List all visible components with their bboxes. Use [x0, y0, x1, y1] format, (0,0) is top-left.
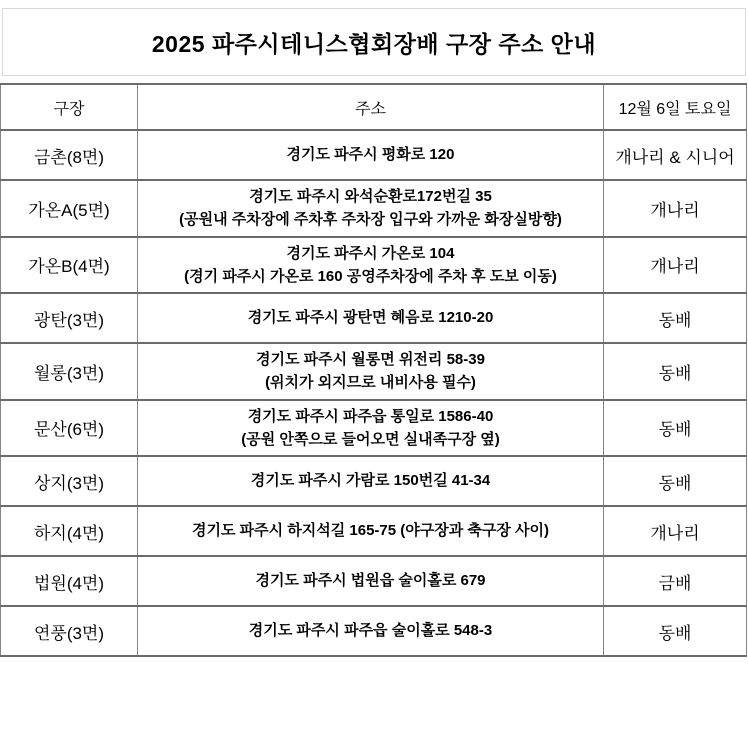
- table-row: [1, 130, 747, 180]
- table-row: [1, 180, 747, 237]
- assignment-cell: 금배: [604, 556, 747, 606]
- address-line: (경기 파주시 가온로 160 공영주차장에 주차 후 도보 이동): [184, 267, 557, 285]
- table-row: [1, 293, 747, 343]
- address-line: 경기도 파주시 가온로 104: [286, 244, 455, 262]
- court-cell: 상지(3면): [1, 456, 138, 506]
- assignment-cell: 개나리 & 시니어: [604, 130, 747, 180]
- address-line: 경기도 파주시 가람로 150번길 41-34: [250, 472, 491, 490]
- header-court-label: 구장: [1, 84, 138, 130]
- table-row: [1, 456, 747, 506]
- court-cell: 가온A(5면): [1, 180, 138, 237]
- address-line: (공원 안쪽으로 들어오면 실내족구장 옆): [241, 430, 500, 448]
- address-line: 경기도 파주시 법원읍 술이홀로 679: [255, 572, 486, 590]
- header-address-label: 주소: [138, 84, 604, 130]
- address-cell: [138, 130, 604, 180]
- address-cell: [138, 237, 604, 294]
- address-line: 경기도 파주시 평화로 120: [286, 146, 455, 164]
- address-cell: [138, 400, 604, 457]
- court-cell: 광탄(3면): [1, 293, 138, 343]
- court-cell: 가온B(4면): [1, 237, 138, 294]
- assignment-cell: 동배: [604, 606, 747, 656]
- title-box: [2, 8, 746, 76]
- address-cell: [138, 180, 604, 237]
- court-cell: 문산(6면): [1, 400, 138, 457]
- address-line: 경기도 파주시 파주읍 술이홀로 548-3: [248, 622, 493, 640]
- address-line: 경기도 파주시 광탄면 혜음로 1210-20: [247, 309, 494, 327]
- court-cell: 법원(4면): [1, 556, 138, 606]
- court-cell: 하지(4면): [1, 506, 138, 556]
- assignment-cell: 개나리: [604, 180, 747, 237]
- courts-table: [0, 83, 747, 657]
- court-cell: 금촌(8면): [1, 130, 138, 180]
- address-cell: [138, 293, 604, 343]
- assignment-cell: 동배: [604, 343, 747, 400]
- court-cell: 연풍(3면): [1, 606, 138, 656]
- table-row: [1, 343, 747, 400]
- page-title: 2025 파주시테니스협회장배 구장 주소 안내: [151, 30, 597, 57]
- court-cell: 월롱(3면): [1, 343, 138, 400]
- address-line: (위치가 외지므로 내비사용 필수): [265, 374, 476, 392]
- table-row: [1, 506, 747, 556]
- header-row: [1, 84, 747, 130]
- header-date-label: 12월 6일 토요일: [604, 84, 747, 130]
- table-row: [1, 556, 747, 606]
- assignment-cell: 개나리: [604, 237, 747, 294]
- table-row: [1, 606, 747, 656]
- address-cell: [138, 606, 604, 656]
- address-line: 경기도 파주시 월롱면 위전리 58-39: [256, 351, 485, 368]
- address-line: 경기도 파주시 하지석길 165-75 (야구장과 축구장 사이): [191, 522, 549, 540]
- assignment-cell: 개나리: [604, 506, 747, 556]
- address-cell: [138, 506, 604, 556]
- address-cell: [138, 343, 604, 400]
- assignment-cell: 동배: [604, 400, 747, 457]
- assignment-cell: 동배: [604, 456, 747, 506]
- address-line: 경기도 파주시 와석순환로172번길 35: [249, 188, 492, 205]
- address-line: 경기도 파주시 파주읍 통일로 1586-40: [247, 407, 494, 425]
- address-cell: [138, 556, 604, 606]
- table-row: [1, 237, 747, 294]
- table-row: [1, 400, 747, 457]
- assignment-cell: 동배: [604, 293, 747, 343]
- address-line: (공원내 주차장에 주차후 주차장 입구와 가까운 화장실방향): [179, 211, 562, 229]
- address-cell: [138, 456, 604, 506]
